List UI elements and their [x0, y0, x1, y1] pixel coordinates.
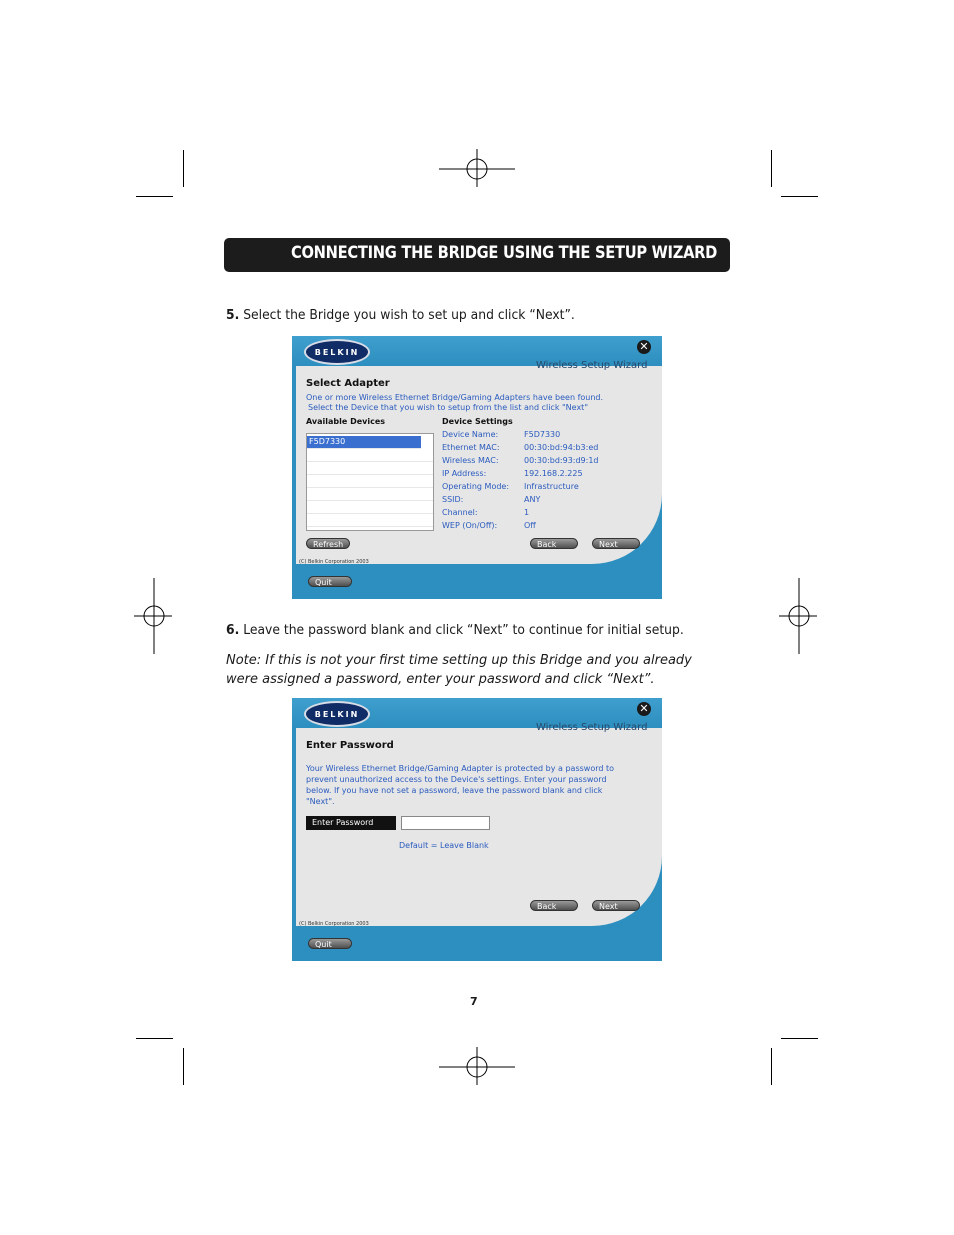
quit-button[interactable]: Quit	[308, 576, 352, 587]
crop-mark	[136, 196, 173, 197]
belkin-logo	[304, 701, 370, 727]
setting-key: SSID:	[442, 495, 464, 504]
setting-value: F5D7330	[524, 430, 561, 439]
back-button[interactable]: Back	[530, 900, 578, 911]
setting-value: 1	[524, 508, 530, 517]
refresh-button[interactable]: Refresh	[306, 538, 350, 549]
setting-key: Ethernet MAC:	[442, 443, 500, 452]
next-button[interactable]: Next	[592, 900, 640, 911]
step-5-instruction	[226, 308, 575, 323]
copyright: (C) Belkin Corporation 2003	[299, 559, 369, 565]
list-item-empty	[307, 475, 433, 488]
window-title: Wireless Setup Wizard	[536, 360, 648, 371]
info-line: Your Wireless Ethernet Bridge/Gaming Adapter is protected by a password to	[306, 764, 615, 773]
crop-mark	[183, 150, 184, 187]
registration-mark-icon	[439, 131, 515, 207]
next-button[interactable]: Next	[592, 538, 640, 549]
available-devices-label: Available Devices	[306, 417, 386, 426]
list-item-empty	[307, 462, 433, 475]
setting-value: 00:30:bd:93:d9:1d	[524, 456, 599, 465]
close-icon[interactable]: ✕	[637, 340, 651, 354]
note-paragraph: Note: If this is not your first time setting up this Bridge and you already were assigned a password, enter your password and click “Next”.	[226, 653, 692, 687]
step-number: 5.	[226, 308, 240, 323]
logo-text: BELKIN	[314, 709, 360, 719]
copyright: (C) Belkin Corporation 2003	[299, 921, 369, 927]
page-number: 7	[470, 995, 478, 1008]
crop-mark	[771, 1048, 772, 1085]
list-item[interactable]: F5D7330	[307, 436, 421, 449]
section-title: CONNECTING THE BRIDGE USING THE SETUP WIZARD	[291, 243, 718, 263]
password-input[interactable]	[401, 816, 490, 830]
select-adapter-window	[292, 336, 662, 599]
list-item-empty	[307, 449, 433, 462]
logo-text: BELKIN	[314, 347, 360, 357]
setting-value: 192.168.2.225	[524, 469, 583, 478]
setting-key: Operating Mode:	[442, 482, 510, 491]
crop-mark	[771, 150, 772, 187]
registration-mark-icon	[761, 578, 837, 654]
info-line: "Next".	[306, 797, 335, 806]
info-line: prevent unauthorized access to the Device's settings. Enter your password	[306, 775, 607, 784]
password-label: Enter Password	[306, 816, 396, 830]
window-title: Wireless Setup Wizard	[536, 722, 648, 733]
step-text: Leave the password blank and click “Next” to continue for initial setup.	[243, 623, 684, 638]
setting-value: ANY	[524, 495, 541, 504]
info-line: below. If you have not set a password, leave the password blank and click	[306, 786, 603, 795]
password-hint: Default = Leave Blank	[399, 841, 489, 850]
registration-mark-icon	[116, 578, 192, 654]
crop-mark	[183, 1048, 184, 1085]
list-item-empty	[307, 514, 433, 527]
belkin-logo	[304, 339, 370, 365]
info-line: Select the Device that you wish to setup from the list and click "Next"	[308, 403, 588, 412]
setting-key: Channel:	[442, 508, 478, 517]
setting-value: Off	[524, 521, 536, 530]
quit-button[interactable]: Quit	[308, 938, 352, 949]
wizard-heading: Select Adapter	[306, 378, 390, 389]
device-settings-label: Device Settings	[442, 417, 513, 426]
list-item-empty	[307, 488, 433, 501]
step-text: Select the Bridge you wish to set up and click “Next”.	[243, 308, 575, 323]
registration-mark-icon	[439, 1029, 515, 1105]
enter-password-window	[292, 698, 662, 961]
wizard-heading: Enter Password	[306, 740, 394, 751]
crop-mark	[781, 196, 818, 197]
crop-mark	[781, 1038, 818, 1039]
step-6-instruction	[226, 623, 684, 638]
setting-key: IP Address:	[442, 469, 487, 478]
back-button[interactable]: Back	[530, 538, 578, 549]
setting-value: 00:30:bd:94:b3:ed	[524, 443, 599, 452]
section-header-bar	[224, 238, 730, 272]
setting-key: Device Name:	[442, 430, 499, 439]
step-number: 6.	[226, 623, 240, 638]
device-list[interactable]	[306, 433, 434, 531]
info-line: One or more Wireless Ethernet Bridge/Gaming Adapters have been found.	[306, 393, 604, 402]
setting-key: Wireless MAC:	[442, 456, 499, 465]
close-icon[interactable]: ✕	[637, 702, 651, 716]
list-item-empty	[307, 501, 433, 514]
setting-value: Infrastructure	[524, 482, 579, 491]
crop-mark	[136, 1038, 173, 1039]
setting-key: WEP (On/Off):	[442, 521, 498, 530]
